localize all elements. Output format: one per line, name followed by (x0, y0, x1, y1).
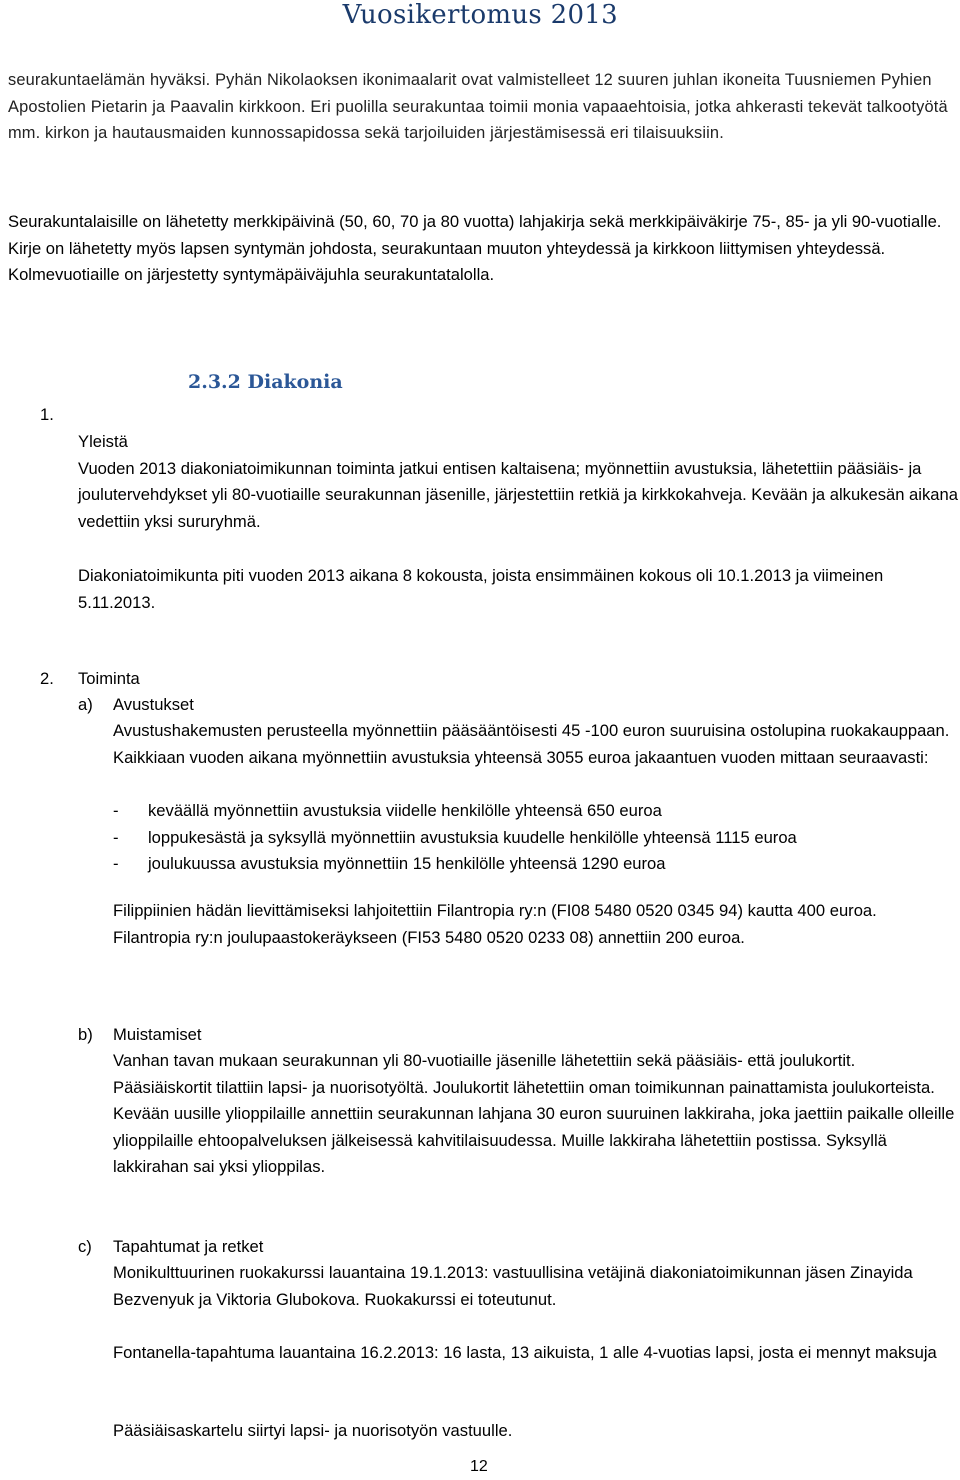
sub-c-text-fontanella: Fontanella-tapahtuma lauantaina 16.2.2013: 16 lasta, 13 aikuista, 1 alle 4-vuotias lapsi, josta ei mennyt maksuja (113, 1343, 937, 1362)
list-item-text: joulukuussa avustuksia myönnettiin 15 henkilölle yhteensä 1290 euroa (148, 854, 666, 873)
sub-c-text-course: Monikulttuurinen ruokakurssi lauantaina 19.1.2013: vastuullisina vetäjinä diakoniatoimikunnan jäsen Zinayida Bezvenyuk ja Viktoria Glubokova. Ruokakurssi ei toteutunut. (113, 1263, 913, 1309)
sub-a-text: Avustushakemusten perusteella myönnettiin pääsääntöisesti 45 -100 euron suuruisina ostolupina ruokakauppaan. Kaikkiaan vuoden aikana myönnettiin avustuksia yhteensä 3055 euroa jakaantuen vuoden mittaan seuraavasti: (113, 721, 950, 767)
list-item-text: loppukesästä ja syksyllä myönnettiin avustuksia kuudelle henkilölle yhteensä 1115 euroa (148, 827, 797, 847)
item-number-1: 1. (40, 405, 54, 424)
item1-text: Vuoden 2013 diakoniatoimikunnan toiminta jatkui entisen kaltaisena; myönnettiin avustuksia, lähetettiin pääsiäis- ja joulutervehdykset yli 80-vuotiaille seurakunnan jäsenille, järjestettiin retkiä ja kirkkokahveja. Kevään ja alkukesän aikana vedettiin yksi sururyhmä. (78, 458, 958, 531)
item2-title: Toiminta (78, 669, 140, 688)
sub-c-text-easter: Pääsiäisaskartelu siirtyi lapsi- ja nuorisotyön vastuulle. (113, 1421, 513, 1440)
list-item (113, 798, 958, 825)
list-item (113, 851, 958, 878)
sub-label-a: a) (78, 695, 93, 714)
section-heading-diakonia: 2.3.2 Diakonia (188, 371, 343, 393)
page-number: 12 (470, 1458, 488, 1475)
item1-meetings-text: Diakoniatoimikunta piti vuoden 2013 aikana 8 kokousta, joista ensimmäinen kokous oli 10.1.2013 ja viimeinen 5.11.2013. (78, 566, 884, 612)
item1-content (78, 429, 958, 535)
sub-label-b: b) (78, 1025, 93, 1044)
sub-b-title: Muistamiset (113, 1025, 202, 1044)
list-dash: - (113, 827, 119, 847)
document-header-title: Vuosikertomus 2013 (342, 0, 618, 30)
item1-title: Yleistä (78, 432, 128, 451)
sub-c-title: Tapahtumat ja retket (113, 1237, 264, 1256)
avustukset-list (113, 798, 958, 878)
sub-b-text: Vanhan tavan mukaan seurakunnan yli 80-vuotiaille jäsenille lähetettiin sekä pääsiäis- että joulukortit. Pääsiäiskortit tilattiin lapsi- ja nuorisotyöltä. Joulukortit lähetettiin oman toimikunnan painattamista joulukorteista. Kevään uusille ylioppilaille annettiin seurakunnan lahjana 30 euron suuruinen lakkiraha, joka jaettiin paikalle olleille ylioppilaille ehtoopalveluksen jälkeisessä kahvitilaisuudessa. Muille lakkiraha lähetettiin postissa. Syksyllä lakkirahan sai yksi ylioppilas. (113, 1051, 955, 1176)
sub-a-donation-text: Filippiinien hädän lievittämiseksi lahjoitettiin Filantropia ry:n (FI08 5480 0520 0345 94) kautta 400 euroa. Filantropia ry:n joulupaastokeräykseen (FI53 5480 0520 0233 08) annettiin 200 euroa. (113, 901, 877, 947)
item-number-2: 2. (40, 669, 54, 688)
intro-paragraph-volunteers: seurakuntaelämän hyväksi. Pyhän Nikolaoksen ikonimaalarit ovat valmistelleet 12 suuren juhlan ikoneita Tuusniemen Pyhien Apostolien Pietarin ja Paavalin kirkkoon. Eri puolilla seurakuntaa toimii monia vapaaehtoisia, jotka ahkerasti tekevät talkootyötä mm. kirkon ja hautausmaiden kunnossapidossa sekä tarjoiluiden järjestämisessä eri tilaisuuksiin. (8, 71, 948, 142)
sub-label-c: c) (78, 1237, 92, 1256)
list-item (113, 825, 958, 852)
sub-a-title: Avustukset (113, 695, 194, 714)
list-dash: - (113, 854, 119, 873)
intro-paragraph-birthdays: Seurakuntalaisille on lähetetty merkkipäivinä (50, 60, 70 ja 80 vuotta) lahjakirja sekä merkkipäiväkirje 75-, 85- ja yli 90-vuotialle. Kirje on lähetetty myös lapsen syntymän johdosta, seurakuntaan muuton yhteydessä ja kirkkoon liittymisen yhteydessä. Kolmevuotiaille on järjestetty syntymäpäiväjuhla seurakuntatalolla. (8, 212, 942, 284)
list-dash: - (113, 801, 119, 820)
list-item-text: keväällä myönnettiin avustuksia viidelle henkilölle yhteensä 650 euroa (148, 801, 662, 820)
